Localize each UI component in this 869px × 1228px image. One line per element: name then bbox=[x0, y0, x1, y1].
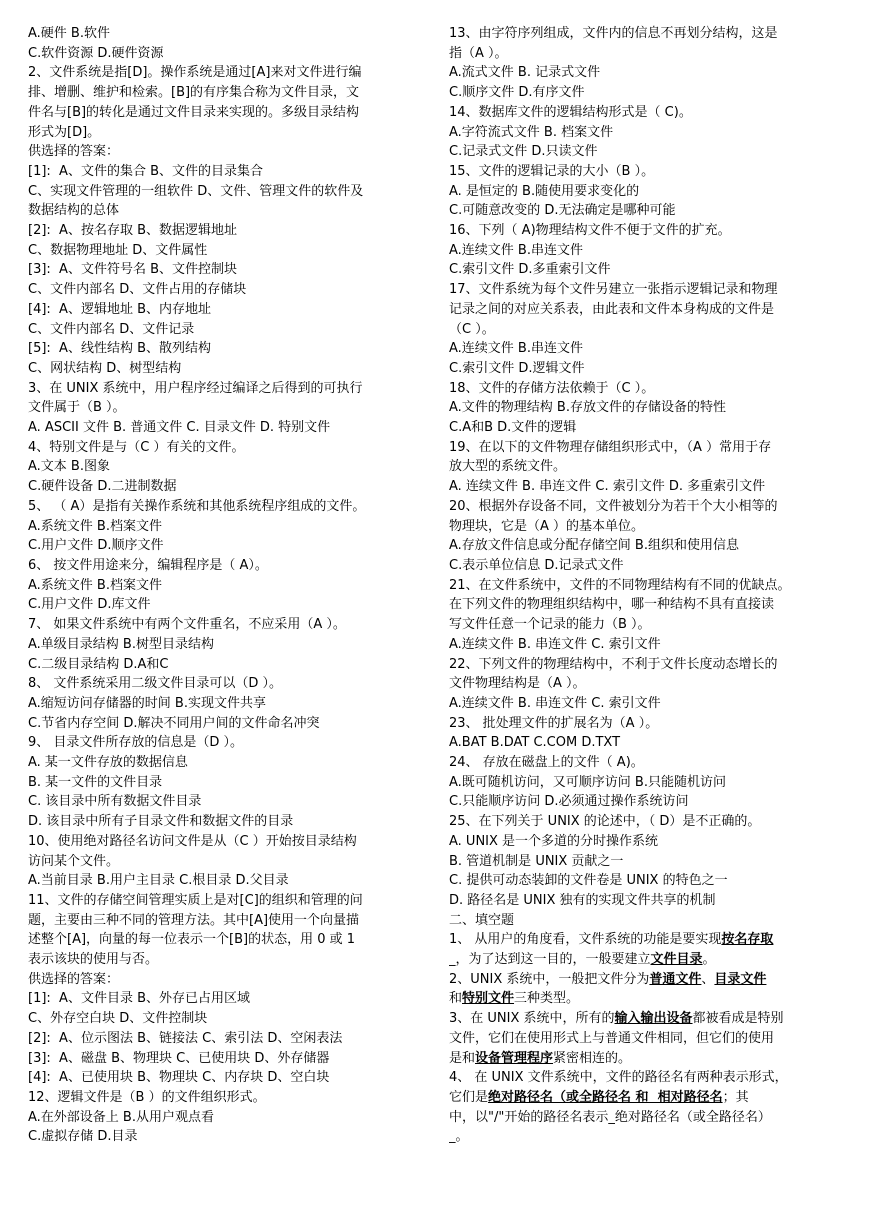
text-line: 4、特别文件是与（C ）有关的文件。 bbox=[28, 439, 245, 455]
text-line: 和特别文件三种类型。 bbox=[449, 991, 580, 1007]
answer: 特别文件 bbox=[462, 991, 515, 1007]
text-line: C.节省内存空间 D.解决不同用户间的文件命名冲突 bbox=[28, 715, 320, 731]
text-line: 20、根据外存设备不同，文件被划分为若干个大小相等的 bbox=[449, 498, 778, 514]
text-line: C.软件资源 D.硬件资源 bbox=[28, 45, 164, 61]
text-line: 题，主要由三种不同的管理方法。其中[A]使用一个向量描 bbox=[28, 912, 360, 928]
text-line: A.连续文件 B. 串连文件 C. 索引文件 bbox=[449, 636, 661, 652]
text-line: C. 提供可动态装卸的文件卷是 UNIX 的特色之一 bbox=[449, 873, 728, 889]
text-line: [4]: A、逻辑地址 B、内存地址 bbox=[28, 301, 212, 317]
text-line: C、数据物理地址 D、文件属性 bbox=[28, 242, 208, 258]
text-line: A.文件的物理结构 B.存放文件的存储设备的特性 bbox=[449, 400, 726, 416]
text-line: B. 某一文件的文件目录 bbox=[28, 774, 163, 790]
text-line: 记录之间的对应关系表，由此表和文件本身构成的文件是 bbox=[449, 301, 775, 317]
answer: 输入输出设备 bbox=[614, 1011, 693, 1027]
answer: 绝对路径名（或全路径名 和 相对路径名 bbox=[488, 1089, 723, 1105]
text-line: C.只能顺序访问 D.必须通过操作系统访问 bbox=[449, 794, 689, 810]
fill-in-q3 bbox=[449, 1009, 843, 1068]
text-line: A.连续文件 B. 串连文件 C. 索引文件 bbox=[449, 695, 661, 711]
text-line: A.BAT B.DAT C.COM D.TXT bbox=[449, 735, 621, 751]
text-line: A.硬件 B.软件 bbox=[28, 26, 110, 41]
text-line: 4、 在 UNIX 文件系统中，文件的路径名有两种表示形式， bbox=[449, 1070, 788, 1086]
text-line: A. ASCII 文件 B. 普通文件 C. 目录文件 D. 特别文件 bbox=[28, 420, 331, 436]
text-line: 表示该块的使用与否。 bbox=[28, 952, 159, 968]
text-line: [1]: A、文件的集合 B、文件的目录集合 bbox=[28, 163, 264, 179]
text-line: 2、文件系统是指[D]。操作系统是通过[A]来对文件进行编 bbox=[28, 65, 362, 81]
text-line: [2]: A、位示图法 B、链接法 C、索引法 D、空闲表法 bbox=[28, 1030, 343, 1046]
text-line: 13、由字符序列组成，文件内的信息不再划分结构，这是 bbox=[449, 26, 778, 41]
right-column-lines bbox=[449, 24, 843, 930]
text-line: 二、填空题 bbox=[449, 912, 515, 928]
text-line: 14、数据库文件的逻辑结构形式是（ C)。 bbox=[449, 104, 692, 120]
answer: 普通文件 bbox=[649, 971, 702, 987]
text-line: 19、在以下的文件物理存储组织形式中，（A ）常用于存 bbox=[449, 439, 772, 455]
text-line: A. 连续文件 B. 串连文件 C. 索引文件 D. 多重索引文件 bbox=[449, 479, 766, 495]
text-line: 10、使用绝对路径名访问文件是从（C ）开始按目录结构 bbox=[28, 833, 357, 849]
text-line: A.当前目录 B.用户主目录 C.根目录 D.父目录 bbox=[28, 873, 289, 889]
text-line: C、外存空白块 D、文件控制块 bbox=[28, 1011, 208, 1027]
fill-in-q2 bbox=[449, 970, 843, 1009]
text-line: D. 该目录中所有子目录文件和数据文件的目录 bbox=[28, 814, 294, 830]
text-line: 17、文件系统为每个文件另建立一张指示逻辑记录和物理 bbox=[449, 282, 778, 298]
text-line: 3、在 UNIX 系统中，用户程序经过编译之后得到的可执行 bbox=[28, 380, 363, 396]
text-line: [3]: A、磁盘 B、物理块 C、已使用块 D、外存储器 bbox=[28, 1050, 330, 1066]
text-line: A. 某一文件存放的数据信息 bbox=[28, 755, 188, 771]
text-line: [1]: A、文件目录 B、外存已占用区域 bbox=[28, 991, 251, 1007]
text-line: C.用户文件 D.顺序文件 bbox=[28, 538, 164, 554]
text-line: 9、 目录文件所存放的信息是（D ）。 bbox=[28, 735, 244, 751]
text-line: C.顺序文件 D.有序文件 bbox=[449, 85, 585, 101]
text-line: C.A和B D.文件的逻辑 bbox=[449, 420, 577, 436]
text-line: 24、 存放在磁盘上的文件（ A)。 bbox=[449, 755, 644, 771]
text-line: [5]: A、线性结构 B、散列结构 bbox=[28, 341, 212, 357]
fill-in-q1 bbox=[449, 930, 843, 969]
text-line: A. 是恒定的 B.随使用要求变化的 bbox=[449, 183, 640, 199]
text-line: [4]: A、已使用块 B、物理块 C、内存块 D、空白块 bbox=[28, 1070, 330, 1086]
answer: 目录文件 bbox=[714, 971, 767, 987]
text-line: A. UNIX 是一个多道的分时操作系统 bbox=[449, 833, 659, 849]
left-column bbox=[28, 24, 426, 1147]
text-line: B. 管道机制是 UNIX 贡献之一 bbox=[449, 853, 624, 869]
text-line: 18、文件的存储方法依赖于（C ）。 bbox=[449, 380, 655, 396]
text-line: A.连续文件 B.串连文件 bbox=[449, 242, 583, 258]
text-line: _。 bbox=[449, 1129, 469, 1145]
text-line: [3]: A、文件符号名 B、文件控制块 bbox=[28, 262, 238, 278]
text-line: 15、文件的逻辑记录的大小（B ）。 bbox=[449, 163, 655, 179]
text-line: A.单级目录结构 B.树型目录结构 bbox=[28, 636, 214, 652]
text-line: 供选择的答案： bbox=[28, 971, 120, 987]
text-line: 物理块，它是（A ）的基本单位。 bbox=[449, 518, 645, 534]
text-line: 它们是绝对路径名（或全路径名 和 相对路径名；其 bbox=[449, 1089, 749, 1105]
text-line: （C ）。 bbox=[449, 321, 495, 337]
text-line: 文件物理结构是（A ）。 bbox=[449, 676, 586, 692]
text-line: C、文件内部名 D、文件记录 bbox=[28, 321, 195, 337]
text-line: C.索引文件 D.多重索引文件 bbox=[449, 262, 611, 278]
text-line: 是和设备管理程序紧密相连的。 bbox=[449, 1050, 632, 1066]
text-line: 11、文件的存储空间管理实质上是对[C]的组织和管理的问 bbox=[28, 892, 363, 908]
text-line: 指（A ）。 bbox=[449, 45, 508, 61]
text-line: A.既可随机访问，又可顺序访问 B.只能随机访问 bbox=[449, 774, 726, 790]
text-line: C.二级目录结构 D.A和C bbox=[28, 656, 169, 672]
text-line: C、实现文件管理的一组软件 D、文件、管理文件的软件及 bbox=[28, 183, 364, 199]
text-line: 5、 （ A）是指有关操作系统和其他系统程序组成的文件。 bbox=[28, 498, 366, 514]
text-line: 23、 批处理文件的扩展名为（A ）。 bbox=[449, 715, 659, 731]
text-line: 25、在下列关于 UNIX 的论述中，（ D）是不正确的。 bbox=[449, 814, 761, 830]
text-line: A.系统文件 B.档案文件 bbox=[28, 518, 162, 534]
text-line: 1、 从用户的角度看，文件系统的功能是要实现按名存取 bbox=[449, 932, 774, 948]
text-line: C.索引文件 D.逻辑文件 bbox=[449, 360, 585, 376]
text-line: 在下列文件的物理组织结构中，哪一种结构不具有直接读 bbox=[449, 597, 775, 613]
text-line: 2、UNIX 系统中，一般把文件分为普通文件、目录文件 bbox=[449, 971, 767, 987]
text-line: C、文件内部名 D、文件占用的存储块 bbox=[28, 282, 247, 298]
text-line: 放大型的系统文件。 bbox=[449, 459, 567, 475]
text-line: 访问某个文件。 bbox=[28, 853, 120, 869]
text-line: 文件，它们在使用形式上与普通文件相同，但它们的使用 bbox=[449, 1030, 775, 1046]
answer: 按名存取 bbox=[721, 932, 774, 948]
text-line: 中，以"/"开始的路径名表示_绝对路径名（或全路径名） bbox=[449, 1109, 771, 1125]
text-line: A.字符流式文件 B. 档案文件 bbox=[449, 124, 614, 140]
text-line: 排、增删、维护和检索。[B]的有序集合称为文件目录，文 bbox=[28, 85, 360, 101]
text-line: 16、下列（ A)物理结构文件不便于文件的扩充。 bbox=[449, 223, 731, 239]
text-line: 7、 如果文件系统中有两个文件重名，不应采用（A ）。 bbox=[28, 617, 346, 633]
text-line: C.硬件设备 D.二进制数据 bbox=[28, 479, 177, 495]
text-line: A.文本 B.图象 bbox=[28, 459, 110, 475]
text-line: D. 路径名是 UNIX 独有的实现文件共享的机制 bbox=[449, 892, 716, 908]
text-line: C.虚拟存储 D.目录 bbox=[28, 1129, 138, 1145]
text-line: 数据结构的总体 bbox=[28, 203, 120, 219]
text-line: C.表示单位信息 D.记录式文件 bbox=[449, 557, 624, 573]
text-line: 写文件任意一个记录的能力（B ）。 bbox=[449, 617, 651, 633]
text-line: 件名与[B]的转化是通过文件目录来实现的。多级目录结构 bbox=[28, 104, 360, 120]
text-line: 22、下列文件的物理结构中，不利于文件长度动态增长的 bbox=[449, 656, 778, 672]
text-line: C. 该目录中所有数据文件目录 bbox=[28, 794, 202, 810]
right-column bbox=[449, 24, 843, 1147]
text-line: 6、 按文件用途来分，编辑程序是（ A）。 bbox=[28, 557, 268, 573]
text-line: [2]: A、按名存取 B、数据逻辑地址 bbox=[28, 223, 238, 239]
text-line: 形式为[D]。 bbox=[28, 124, 101, 140]
answer: 设备管理程序 bbox=[475, 1050, 554, 1066]
text-line: 8、 文件系统采用二级文件目录可以（D ）。 bbox=[28, 676, 283, 692]
text-line: C.用户文件 D.库文件 bbox=[28, 597, 151, 613]
text-line: C、网状结构 D、树型结构 bbox=[28, 360, 182, 376]
text-line: A.在外部设备上 B.从用户观点看 bbox=[28, 1109, 214, 1125]
text-line: A.系统文件 B.档案文件 bbox=[28, 577, 162, 593]
text-line: A.缩短访问存储器的时间 B.实现文件共享 bbox=[28, 695, 266, 711]
fill-in-q4 bbox=[449, 1068, 843, 1147]
text-line: 21、在文件系统中，文件的不同物理结构有不同的优缺点。 bbox=[449, 577, 791, 593]
answer: 文件目录 bbox=[650, 952, 703, 968]
text-line: 3、在 UNIX 系统中，所有的输入输出设备都被看成是特别 bbox=[449, 1011, 784, 1027]
text-line: 12、逻辑文件是（B ）的文件组织形式。 bbox=[28, 1089, 266, 1105]
text-line: 文件属于（B ）。 bbox=[28, 400, 126, 416]
text-line: C.可随意改变的 D.无法确定是哪种可能 bbox=[449, 203, 676, 219]
text-line: A.存放文件信息或分配存储空间 B.组织和使用信息 bbox=[449, 538, 739, 554]
text-line: C.记录式文件 D.只读文件 bbox=[449, 144, 598, 160]
text-line: A.连续文件 B.串连文件 bbox=[449, 341, 583, 357]
text-line: 供选择的答案： bbox=[28, 144, 120, 160]
text-line: A.流式文件 B. 记录式文件 bbox=[449, 65, 601, 81]
text-line: _，为了达到这一目的，一般要建立文件目录。 bbox=[449, 952, 716, 968]
text-line: 述整个[A]，向量的每一位表示一个[B]的状态，用 0 或 1 bbox=[28, 932, 356, 948]
